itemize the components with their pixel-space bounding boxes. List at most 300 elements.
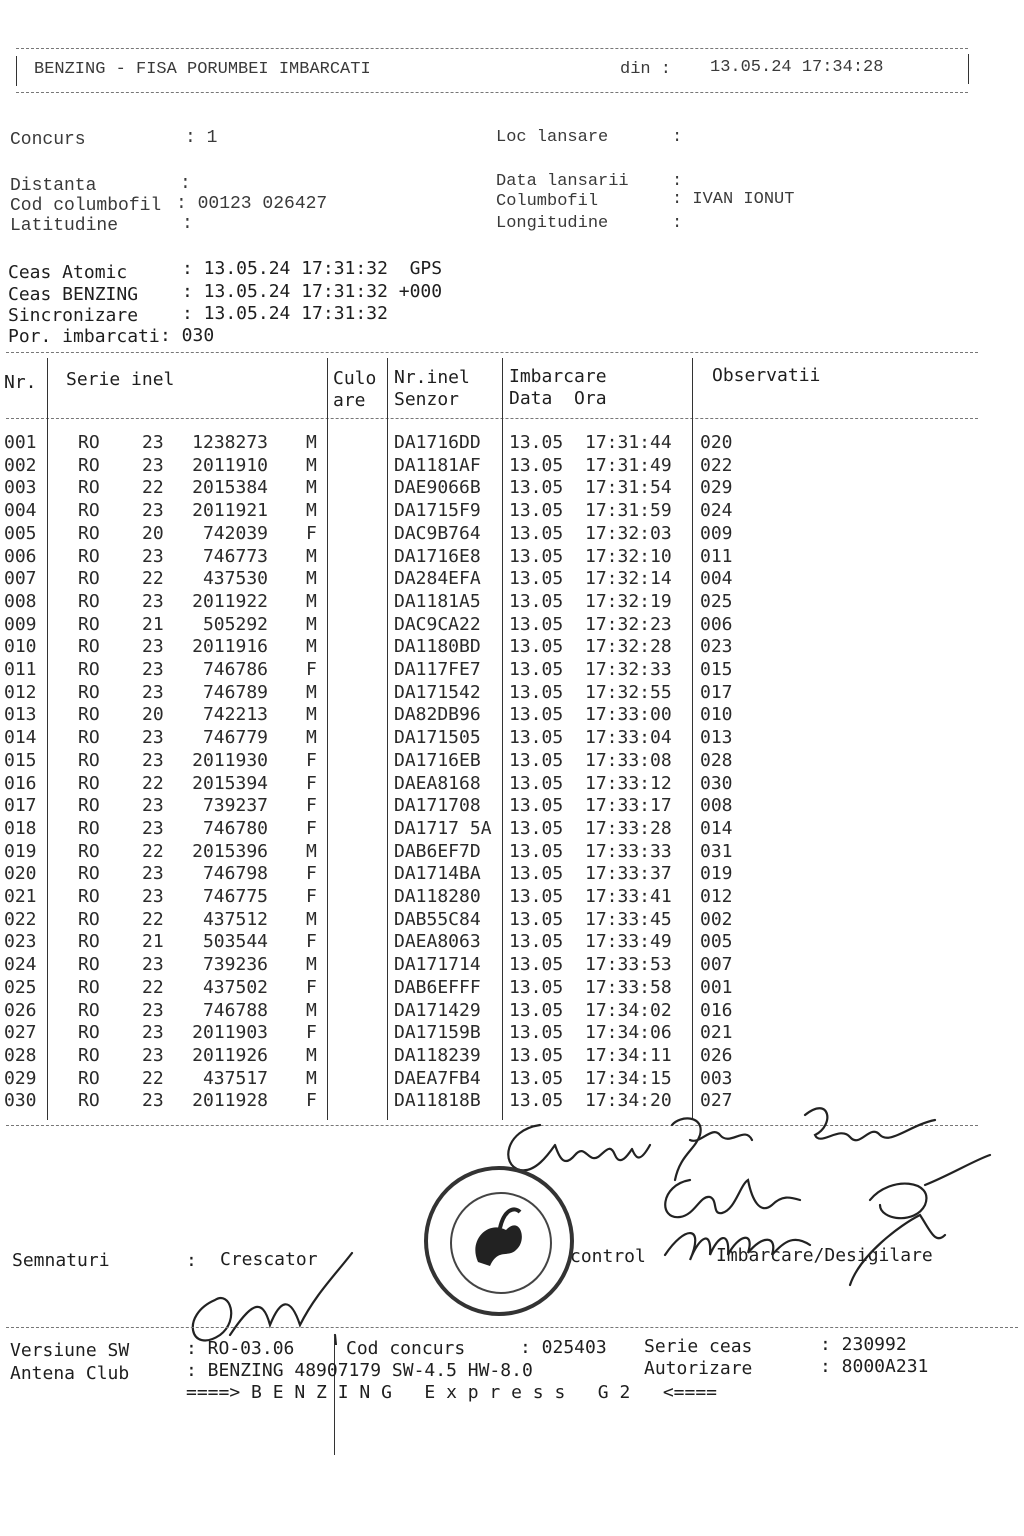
cell-observatii: 005: [700, 931, 733, 953]
table-row: [0, 659, 1024, 681]
cell-sex: M: [306, 545, 317, 567]
cell-senzor: DA171714: [394, 954, 481, 976]
footer-top-border: [6, 1327, 1018, 1328]
cell-ora: 17:32:55: [585, 681, 672, 703]
cell-observatii: 025: [700, 590, 733, 612]
cell-nr: 002: [4, 454, 37, 476]
cell-ora: 17:31:44: [585, 432, 672, 453]
cell-sex: M: [306, 613, 317, 635]
cell-tara: RO: [78, 772, 100, 794]
cell-observatii: 020: [700, 432, 733, 453]
cell-ora: 17:34:06: [585, 1022, 672, 1044]
cell-observatii: 010: [700, 704, 733, 726]
concurs-value: : 1: [185, 128, 218, 148]
cell-sex: F: [306, 886, 317, 907]
cell-nr: 013: [4, 704, 37, 726]
cell-tara: RO: [78, 886, 100, 907]
cell-nr: 011: [4, 659, 37, 680]
cell-inel: 505292: [202, 613, 268, 635]
cell-sex: M: [306, 840, 317, 862]
cell-nr: 022: [4, 908, 37, 930]
cell-tara: RO: [78, 522, 100, 544]
cell-ora: 17:32:33: [585, 659, 672, 680]
cell-observatii: 013: [700, 727, 733, 749]
table-row: [0, 614, 1024, 636]
cell-senzor: DA118280: [394, 886, 481, 907]
cell-inel: 2011916: [192, 636, 268, 658]
cell-data: 13.05: [509, 795, 564, 817]
cell-observatii: 026: [700, 1044, 733, 1066]
cell-sex: M: [306, 1044, 317, 1066]
cell-tara: RO: [78, 795, 100, 817]
table-row: [0, 477, 1024, 499]
cell-tara: RO: [78, 477, 100, 499]
cell-an: 23: [142, 954, 164, 976]
cell-nr: 020: [4, 863, 37, 885]
cell-inel: 437502: [202, 976, 268, 998]
cell-senzor: DA117FE7: [394, 659, 481, 680]
cell-ora: 17:33:04: [585, 727, 672, 749]
table-row: [0, 682, 1024, 704]
cell-sex: F: [306, 659, 317, 680]
cell-nr: 012: [4, 681, 37, 703]
cell-senzor: DA171542: [394, 681, 481, 703]
cell-an: 23: [142, 886, 164, 907]
table-row: [0, 909, 1024, 931]
latitudine-label: Latitudine: [10, 216, 119, 236]
cell-inel: 739236: [202, 954, 268, 976]
cell-observatii: 016: [700, 999, 733, 1021]
cell-tara: RO: [78, 908, 100, 930]
cell-data: 13.05: [509, 613, 564, 635]
table-row: [0, 750, 1024, 772]
columbofil-value: : IVAN IONUT: [672, 190, 795, 209]
cell-inel: 739237: [202, 795, 268, 817]
cell-tara: RO: [78, 432, 100, 453]
cell-data: 13.05: [509, 908, 564, 930]
cell-tara: RO: [78, 568, 100, 590]
table-header-bottom-border: [6, 418, 978, 419]
cell-sex: F: [306, 522, 317, 544]
cell-tara: RO: [78, 999, 100, 1021]
cell-nr: 005: [4, 522, 37, 544]
cell-observatii: 017: [700, 681, 733, 703]
cell-an: 23: [142, 500, 164, 522]
cell-ora: 17:31:49: [585, 454, 672, 476]
columbofil-label: Columbofil: [496, 192, 599, 211]
cell-inel: 503544: [202, 931, 268, 953]
cell-data: 13.05: [509, 500, 564, 522]
autorizare-value: : 8000A231: [820, 1356, 929, 1377]
cell-an: 22: [142, 772, 164, 794]
table-row: [0, 500, 1024, 522]
cell-data: 13.05: [509, 454, 564, 476]
cell-sex: M: [306, 477, 317, 499]
cell-an: 23: [142, 1044, 164, 1066]
cell-nr: 006: [4, 545, 37, 567]
cell-sex: F: [306, 749, 317, 771]
cell-observatii: 006: [700, 613, 733, 635]
longitudine-label: Longitudine: [496, 214, 609, 233]
table-row: [0, 818, 1024, 840]
cell-nr: 016: [4, 772, 37, 794]
cell-nr: 008: [4, 590, 37, 612]
cell-ora: 17:32:10: [585, 545, 672, 567]
cell-senzor: DA1717 5A: [394, 817, 492, 839]
cell-inel: 746788: [202, 999, 268, 1021]
cell-ora: 17:32:19: [585, 590, 672, 612]
cell-tara: RO: [78, 931, 100, 953]
header-right-border: [968, 54, 969, 84]
cell-sex: F: [306, 863, 317, 885]
cell-an: 22: [142, 1067, 164, 1089]
data-lansarii-label: Data lansarii: [496, 172, 629, 191]
cell-inel: 746779: [202, 727, 268, 749]
latitudine-value: :: [182, 214, 193, 234]
cell-ora: 17:34:15: [585, 1067, 672, 1089]
cell-observatii: 027: [700, 1090, 733, 1112]
cod-concurs-value: : 025403: [520, 1337, 607, 1358]
versiune-label: Versiune SW: [10, 1340, 130, 1361]
cell-observatii: 001: [700, 976, 733, 998]
cell-tara: RO: [78, 1022, 100, 1044]
cell-inel: 2015384: [192, 477, 268, 499]
antena-value: : BENZING 48907179 SW-4.5 HW-8.0: [186, 1360, 533, 1381]
club-stamp: [424, 1166, 574, 1316]
cell-ora: 17:32:14: [585, 568, 672, 590]
table-row: [0, 591, 1024, 613]
cell-inel: 746789: [202, 681, 268, 703]
cell-data: 13.05: [509, 886, 564, 907]
cell-nr: 023: [4, 931, 37, 953]
cell-data: 13.05: [509, 976, 564, 998]
cell-data: 13.05: [509, 817, 564, 839]
cell-an: 23: [142, 590, 164, 612]
por-imbarcati-value: : 030: [160, 325, 215, 346]
header-imbarcare-2: Data Ora: [509, 388, 607, 409]
cell-an: 23: [142, 432, 164, 453]
sincronizare-label: Sincronizare: [8, 305, 139, 326]
cell-senzor: DA118239: [394, 1044, 481, 1066]
cell-an: 20: [142, 522, 164, 544]
cell-senzor: DA1716DD: [394, 432, 481, 453]
cell-tara: RO: [78, 681, 100, 703]
cell-nr: 015: [4, 749, 37, 771]
cod-columbofil-label: Cod columbofil: [10, 196, 162, 216]
cell-inel: 437530: [202, 568, 268, 590]
cell-observatii: 029: [700, 477, 733, 499]
cell-observatii: 022: [700, 454, 733, 476]
cell-senzor: DAB55C84: [394, 908, 481, 930]
cell-inel: 746798: [202, 863, 268, 885]
cell-sex: M: [306, 999, 317, 1021]
table-row: [0, 1000, 1024, 1022]
distanta-value: :: [180, 174, 191, 194]
serie-ceas-label: Serie ceas: [644, 1336, 753, 1357]
cell-senzor: DAE9066B: [394, 477, 481, 499]
cell-nr: 017: [4, 795, 37, 817]
cell-inel: 437512: [202, 908, 268, 930]
cell-nr: 014: [4, 727, 37, 749]
cell-observatii: 028: [700, 749, 733, 771]
cod-columbofil-value: : 00123 026427: [176, 194, 328, 214]
cell-senzor: DA284EFA: [394, 568, 481, 590]
header-culoare-2: are: [333, 390, 366, 411]
cell-ora: 17:32:23: [585, 613, 672, 635]
versiune-value: : RO-03.06: [186, 1338, 295, 1359]
cell-observatii: 012: [700, 886, 733, 907]
cell-senzor: DA1716EB: [394, 749, 481, 771]
cell-observatii: 009: [700, 522, 733, 544]
table-row: [0, 636, 1024, 658]
cell-senzor: DA1714BA: [394, 863, 481, 885]
cell-nr: 029: [4, 1067, 37, 1089]
table-top-border: [6, 352, 978, 353]
cell-tara: RO: [78, 704, 100, 726]
cell-data: 13.05: [509, 772, 564, 794]
cell-sex: M: [306, 1067, 317, 1089]
loc-lansare-value: :: [672, 128, 683, 147]
cell-tara: RO: [78, 1044, 100, 1066]
cell-tara: RO: [78, 659, 100, 680]
cell-tara: RO: [78, 749, 100, 771]
cell-an: 23: [142, 681, 164, 703]
cell-an: 23: [142, 1022, 164, 1044]
cell-an: 23: [142, 659, 164, 680]
cell-inel: 742213: [202, 704, 268, 726]
cell-observatii: 007: [700, 954, 733, 976]
cell-senzor: DA17159B: [394, 1022, 481, 1044]
header-nr-inel-2: Senzor: [394, 389, 460, 410]
cell-observatii: 011: [700, 545, 733, 567]
cell-inel: 742039: [202, 522, 268, 544]
cell-sex: M: [306, 727, 317, 749]
cell-tara: RO: [78, 840, 100, 862]
table-row: [0, 455, 1024, 477]
cell-ora: 17:33:58: [585, 976, 672, 998]
header-top-border: [16, 48, 968, 49]
cell-tara: RO: [78, 817, 100, 839]
cell-sex: F: [306, 772, 317, 794]
cell-an: 22: [142, 840, 164, 862]
cell-data: 13.05: [509, 590, 564, 612]
cell-ora: 17:33:00: [585, 704, 672, 726]
header-culoare-1: Culo: [333, 368, 377, 389]
cell-ora: 17:33:28: [585, 817, 672, 839]
cell-senzor: DA11818B: [394, 1090, 481, 1112]
cell-an: 23: [142, 545, 164, 567]
header-nr: Nr.: [4, 372, 37, 393]
cell-ora: 17:32:03: [585, 522, 672, 544]
cell-data: 13.05: [509, 681, 564, 703]
cell-nr: 025: [4, 976, 37, 998]
cell-tara: RO: [78, 636, 100, 658]
cell-senzor: DA82DB96: [394, 704, 481, 726]
longitudine-value: :: [672, 214, 683, 233]
cell-ora: 17:31:59: [585, 500, 672, 522]
cell-observatii: 003: [700, 1067, 733, 1089]
cell-senzor: DAB6EF7D: [394, 840, 481, 862]
distanta-label: Distanta: [10, 176, 97, 196]
cell-observatii: 024: [700, 500, 733, 522]
cell-data: 13.05: [509, 999, 564, 1021]
header-bottom-border: [16, 92, 968, 93]
concurs-label: Concurs: [10, 130, 86, 150]
cell-data: 13.05: [509, 954, 564, 976]
cell-data: 13.05: [509, 1044, 564, 1066]
cell-data: 13.05: [509, 568, 564, 590]
cell-nr: 026: [4, 999, 37, 1021]
cell-data: 13.05: [509, 477, 564, 499]
serie-ceas-value: : 230992: [820, 1334, 907, 1355]
cod-concurs-label: Cod concurs: [346, 1338, 466, 1359]
cell-senzor: DA1181A5: [394, 590, 481, 612]
cell-inel: 746773: [202, 545, 268, 567]
cell-data: 13.05: [509, 659, 564, 680]
cell-an: 22: [142, 568, 164, 590]
cell-data: 13.05: [509, 840, 564, 862]
cell-inel: 1238273: [192, 432, 268, 453]
cell-inel: 746780: [202, 817, 268, 839]
din-label: din :: [620, 60, 672, 79]
cell-observatii: 030: [700, 772, 733, 794]
cell-observatii: 019: [700, 863, 733, 885]
page-title: BENZING - FISA PORUMBEI IMBARCATI: [34, 60, 371, 79]
cell-data: 13.05: [509, 727, 564, 749]
cell-nr: 007: [4, 568, 37, 590]
cell-ora: 17:33:08: [585, 749, 672, 771]
cell-observatii: 031: [700, 840, 733, 862]
cell-ora: 17:31:54: [585, 477, 672, 499]
pigeon-emblem: [428, 1170, 570, 1312]
cell-nr: 009: [4, 613, 37, 635]
cell-inel: 2011922: [192, 590, 268, 612]
por-imbarcati-label: Por. imbarcati: [8, 326, 160, 347]
sincronizare-value: : 13.05.24 17:31:32: [182, 303, 388, 324]
cell-tara: RO: [78, 976, 100, 998]
cell-observatii: 002: [700, 908, 733, 930]
cell-ora: 17:33:41: [585, 886, 672, 907]
cell-senzor: DA1716E8: [394, 545, 481, 567]
cell-senzor: DAEA8168: [394, 772, 481, 794]
cell-ora: 17:34:02: [585, 999, 672, 1021]
table-row: [0, 863, 1024, 885]
cell-data: 13.05: [509, 704, 564, 726]
cell-sex: M: [306, 681, 317, 703]
cell-inel: 2015394: [192, 772, 268, 794]
cell-an: 23: [142, 454, 164, 476]
cell-sex: M: [306, 590, 317, 612]
autorizare-label: Autorizare: [644, 1358, 753, 1379]
cell-tara: RO: [78, 545, 100, 567]
cell-ora: 17:34:20: [585, 1090, 672, 1112]
cell-ora: 17:33:17: [585, 795, 672, 817]
cell-nr: 018: [4, 817, 37, 839]
table-row: [0, 773, 1024, 795]
cell-an: 21: [142, 931, 164, 953]
cell-inel: 746786: [202, 659, 268, 680]
header-datetime: 13.05.24 17:34:28: [710, 58, 884, 77]
cell-senzor: DAEA8063: [394, 931, 481, 953]
cell-observatii: 015: [700, 659, 733, 680]
cell-senzor: DAB6EFFF: [394, 976, 481, 998]
cell-nr: 028: [4, 1044, 37, 1066]
table-row: [0, 568, 1024, 590]
cell-an: 22: [142, 477, 164, 499]
cell-sex: M: [306, 636, 317, 658]
semnaturi-separator: :: [186, 1250, 197, 1271]
cell-nr: 003: [4, 477, 37, 499]
cell-an: 22: [142, 976, 164, 998]
cell-inel: 2011903: [192, 1022, 268, 1044]
cell-tara: RO: [78, 454, 100, 476]
cell-ora: 17:33:53: [585, 954, 672, 976]
cell-senzor: DA1715F9: [394, 500, 481, 522]
cell-nr: 001: [4, 432, 37, 453]
table-row: [0, 931, 1024, 953]
crescator-label: Crescator: [220, 1249, 318, 1270]
cell-ora: 17:33:49: [585, 931, 672, 953]
cell-data: 13.05: [509, 1090, 564, 1112]
cell-observatii: 023: [700, 636, 733, 658]
cell-data: 13.05: [509, 1067, 564, 1089]
cell-inel: 2011928: [192, 1090, 268, 1112]
cell-nr: 021: [4, 886, 37, 907]
cell-tara: RO: [78, 727, 100, 749]
antena-label: Antena Club: [10, 1363, 130, 1384]
cell-an: 23: [142, 749, 164, 771]
cell-nr: 024: [4, 954, 37, 976]
cell-sex: M: [306, 704, 317, 726]
cell-tara: RO: [78, 1090, 100, 1112]
cell-data: 13.05: [509, 522, 564, 544]
cell-observatii: 004: [700, 568, 733, 590]
cell-an: 23: [142, 727, 164, 749]
benzing-express-banner: ====> B E N Z I N G E x p r e s s G 2 <====: [186, 1382, 718, 1403]
table-row: [0, 886, 1024, 908]
table-row: [0, 954, 1024, 976]
cell-sex: M: [306, 500, 317, 522]
cell-senzor: DA1181AF: [394, 454, 481, 476]
cell-senzor: DAEA7FB4: [394, 1067, 481, 1089]
cell-data: 13.05: [509, 636, 564, 658]
cell-data: 13.05: [509, 432, 564, 453]
cell-senzor: DAC9CA22: [394, 613, 481, 635]
cell-an: 20: [142, 704, 164, 726]
cell-data: 13.05: [509, 931, 564, 953]
control-label: control: [570, 1246, 646, 1267]
cell-senzor: DAC9B764: [394, 522, 481, 544]
ceas-atomic-label: Ceas Atomic: [8, 262, 128, 283]
table-row: [0, 523, 1024, 545]
cell-data: 13.05: [509, 863, 564, 885]
cell-senzor: DA171505: [394, 727, 481, 749]
cell-sex: M: [306, 568, 317, 590]
cell-inel: 2011926: [192, 1044, 268, 1066]
cell-an: 23: [142, 636, 164, 658]
header-nr-inel-1: Nr.inel: [394, 367, 470, 388]
cell-inel: 2011930: [192, 749, 268, 771]
table-row: [0, 1022, 1024, 1044]
cell-inel: 2011921: [192, 500, 268, 522]
cell-senzor: DA171429: [394, 999, 481, 1021]
header-serie-inel: Serie inel: [66, 369, 175, 390]
cell-an: 23: [142, 999, 164, 1021]
table-row: [0, 1045, 1024, 1067]
semnaturi-label: Semnaturi: [12, 1250, 110, 1271]
cell-nr: 019: [4, 840, 37, 862]
ceas-atomic-value: : 13.05.24 17:31:32 GPS: [182, 258, 443, 279]
